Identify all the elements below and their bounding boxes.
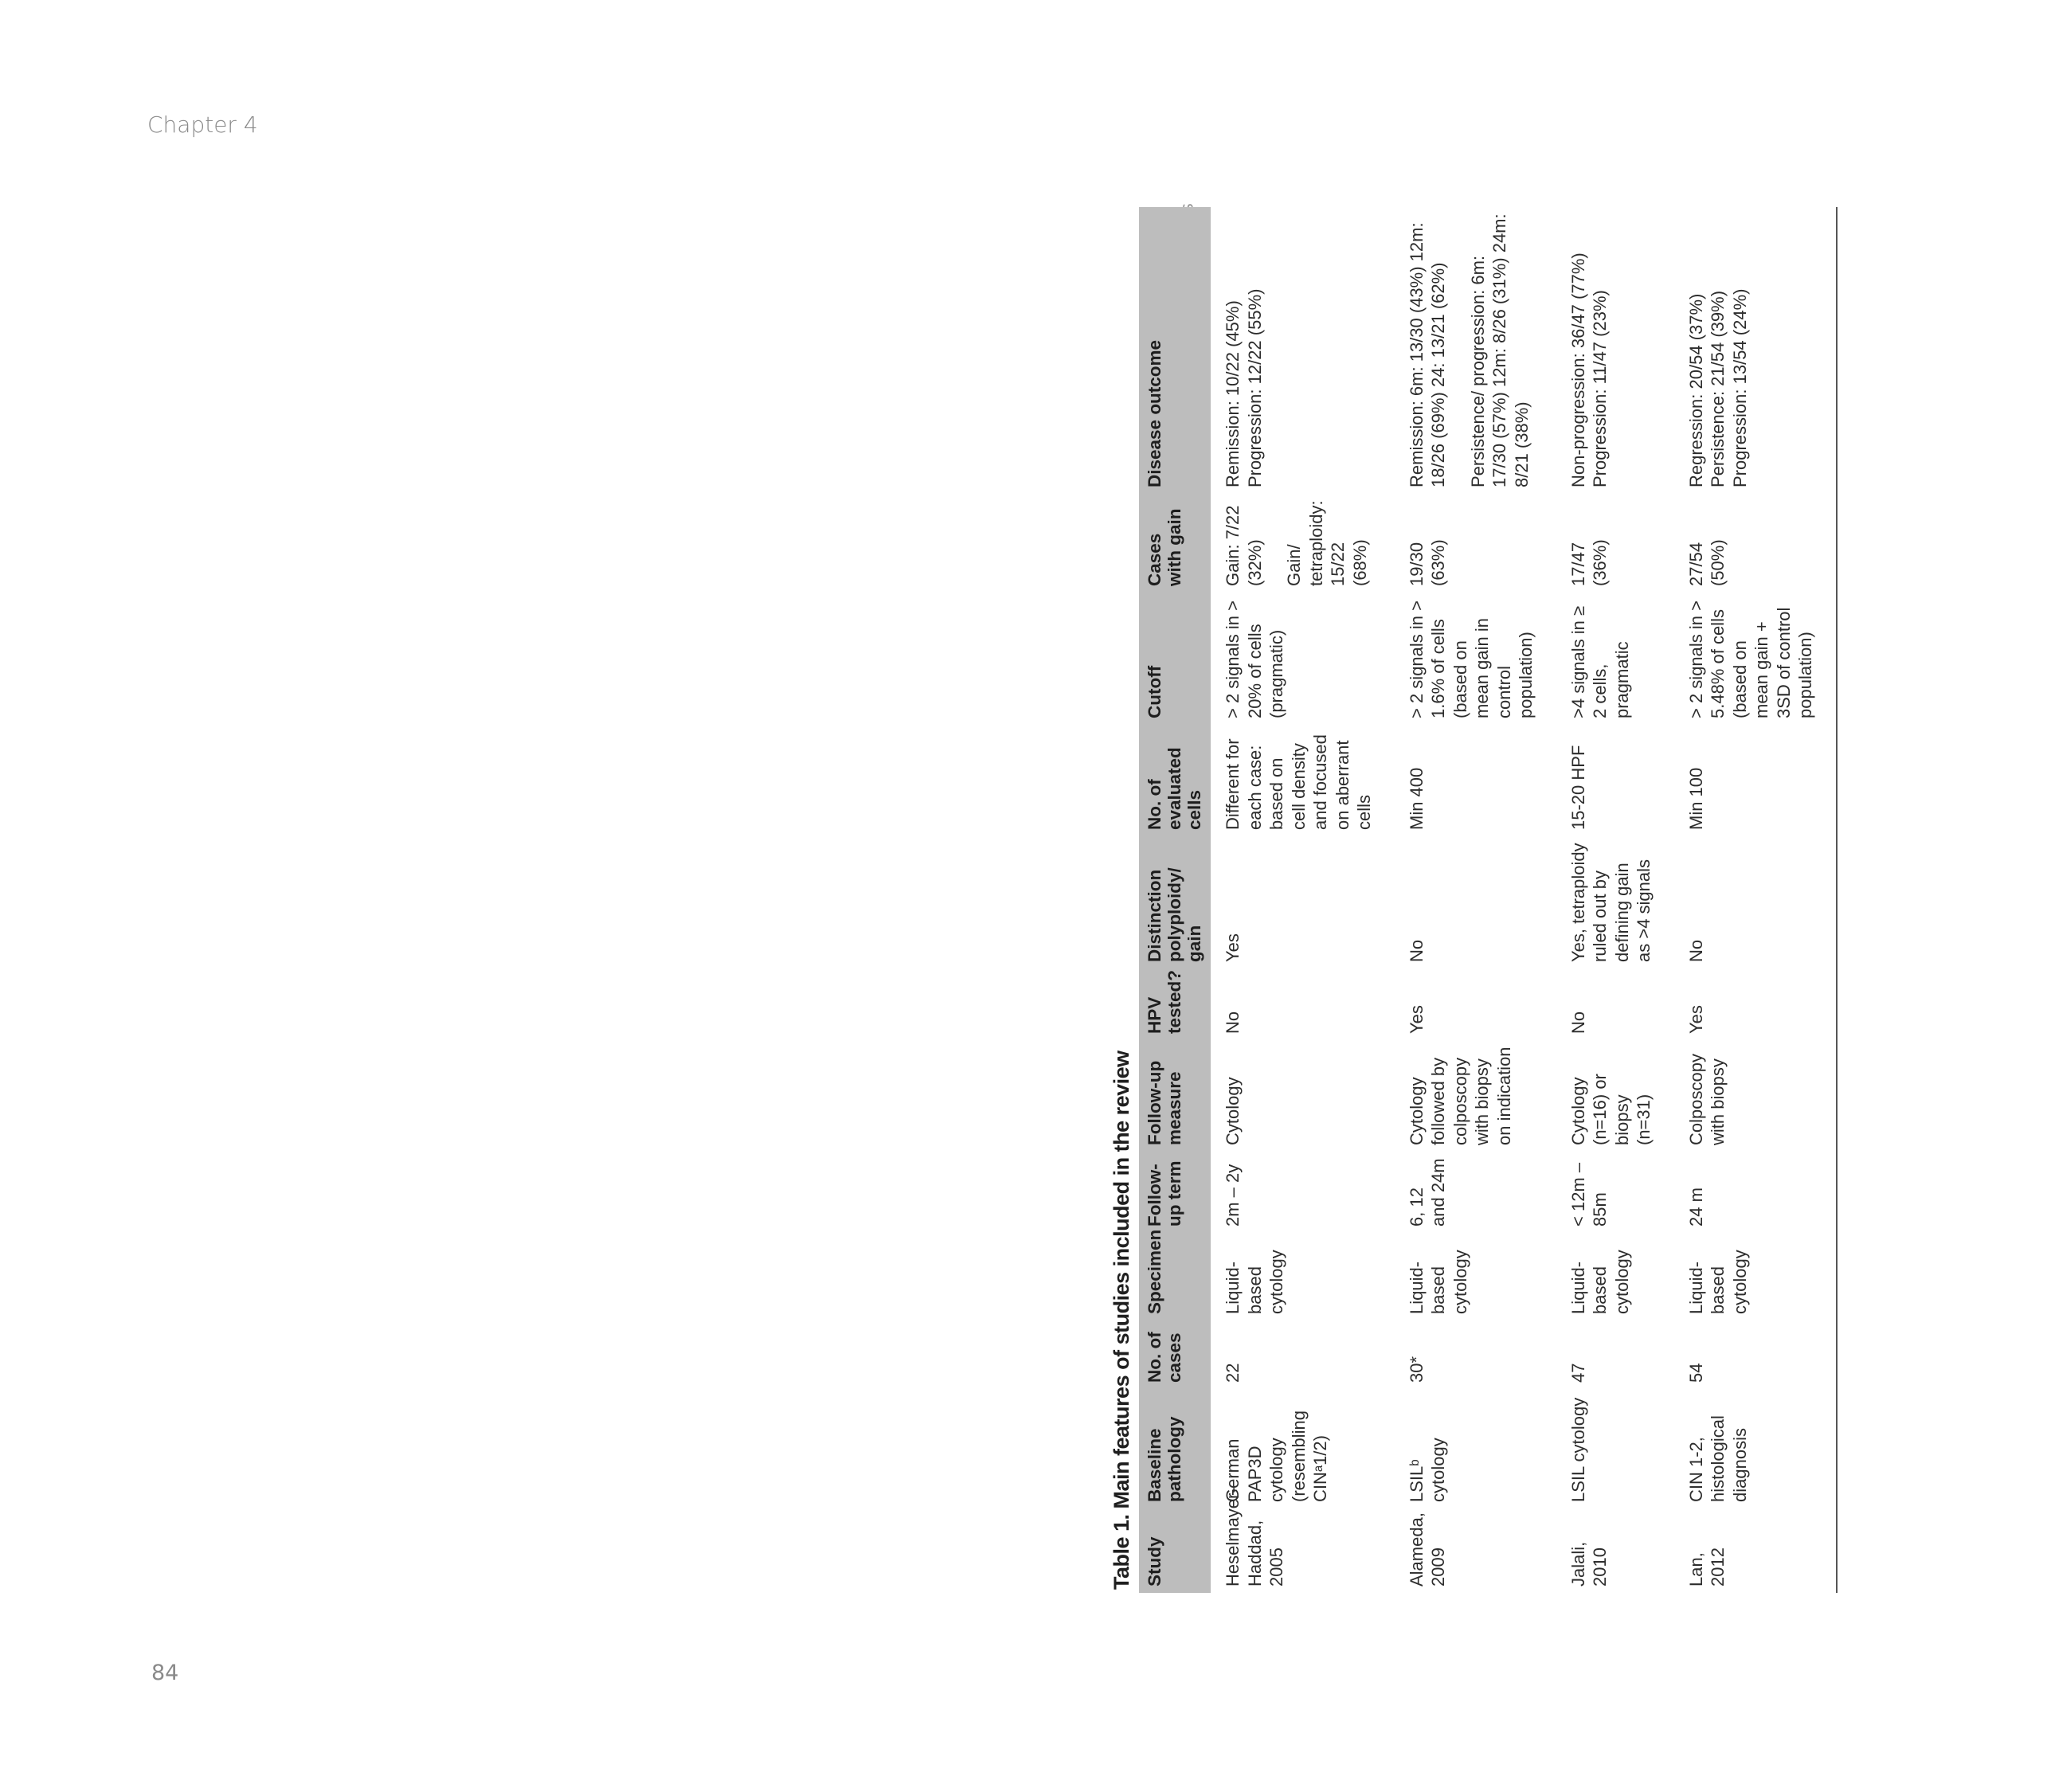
cell-specimen: Liquid-based cytology bbox=[1406, 1250, 1470, 1314]
cell-gain: 19/30 (63%) bbox=[1406, 539, 1449, 586]
cell-specimen: Liquid-based cytology bbox=[1223, 1250, 1287, 1314]
cell-hpv: No bbox=[1223, 1011, 1243, 1034]
running-head: Chapter 4 bbox=[147, 112, 258, 138]
cell-outcome bbox=[1211, 207, 1395, 494]
cell-outcome: Regression: 20/54 (37%) Persistence: 21/54 (39%) Progression: 13/54 (24%) bbox=[1674, 207, 1837, 494]
table-row bbox=[1211, 207, 1395, 1593]
cell-hpv: Yes bbox=[1674, 968, 1837, 1040]
cell-distinction: No bbox=[1406, 939, 1427, 962]
header-cutoff: Cutoff bbox=[1145, 665, 1164, 718]
cell-measure: Colposcopy with biopsy bbox=[1674, 1040, 1837, 1152]
cell-cases: 30* bbox=[1406, 1356, 1427, 1383]
cell-study: Alameda, 2009 bbox=[1406, 1512, 1449, 1587]
table-continues-text: table continues bbox=[1177, 203, 1198, 338]
cell-specimen: Liquid-based cytology bbox=[1568, 1250, 1632, 1314]
header-hpv-tested: HPV tested? bbox=[1145, 969, 1184, 1034]
cell-cases: 47 bbox=[1568, 1363, 1588, 1383]
table-wrapper bbox=[1139, 207, 2015, 1593]
outcome-line-2: Persistence/ progression: 6m: 17/30 (57%) 12m: 8/26 (31%) 24m: 8/21 (38%) bbox=[1467, 213, 1532, 487]
header-no-of-cases: No. of cases bbox=[1145, 1332, 1184, 1383]
cell-baseline: LSILᵇ cytology bbox=[1406, 1438, 1449, 1502]
outcome-line-1: Remission: 6m: 13/30 (43%) 12m: 18/26 (69%) 24: 13/21 (62%) bbox=[1406, 222, 1449, 487]
outcome-line-1: Remission: 10/22 (45%) Progression: 12/22 (55%) bbox=[1223, 288, 1265, 487]
header-specimen: Specimen bbox=[1145, 1229, 1164, 1314]
rotated-table-block bbox=[1107, 207, 2047, 1593]
cell-specimen: Liquid-based cytology bbox=[1674, 1233, 1837, 1321]
cell-baseline: LSIL cytology bbox=[1568, 1397, 1588, 1502]
cell-gain: 17/47 (36%) bbox=[1568, 539, 1611, 586]
cell-study: Lan, 2012 bbox=[1674, 1508, 1837, 1593]
cell-study: Jalali, 2010 bbox=[1568, 1541, 1611, 1587]
outcome-gap bbox=[1450, 212, 1467, 487]
cell-distinction: Yes, tetraploidy ruled out by defining gain as >4 signals bbox=[1568, 843, 1654, 962]
cell-measure: Cytology followed by colposcopy with biopsy on indication bbox=[1406, 1047, 1514, 1145]
header-row bbox=[1139, 207, 1211, 1593]
cell-term: 2m – 2y bbox=[1223, 1164, 1243, 1227]
cell-measure: Cytology bbox=[1223, 1077, 1243, 1145]
cell-cases: 22 bbox=[1223, 1363, 1243, 1383]
header-follow-up-term: Follow-up term bbox=[1145, 1160, 1184, 1227]
header-follow-up-measure: Follow-up measure bbox=[1145, 1060, 1184, 1145]
table-row bbox=[1395, 207, 1556, 1593]
table-row bbox=[1674, 207, 1837, 1593]
page-number: 84 bbox=[151, 1661, 179, 1685]
gain-line-1: Gain: 7/22 (32%) bbox=[1223, 505, 1265, 586]
header-study: Study bbox=[1145, 1536, 1164, 1587]
cell-cells: Min 400 bbox=[1406, 767, 1427, 830]
cell-distinction: No bbox=[1674, 836, 1837, 968]
header-baseline-pathology: Baseline pathology bbox=[1145, 1416, 1184, 1502]
cell-cutoff: > 2 signals in > 1.6% of cells (based on mean gain in control population) bbox=[1406, 601, 1536, 718]
gain-gap bbox=[1266, 499, 1283, 586]
cell-cells: Min 100 bbox=[1674, 725, 1837, 836]
cell-measure: Cytology (n=16) or biopsy (n=31) bbox=[1568, 1074, 1654, 1145]
cell-cutoff: >4 signals in ≥ 2 cells, pragmatic bbox=[1568, 605, 1632, 718]
header-cases-with-gain: Cases with gain bbox=[1145, 508, 1184, 586]
cell-hpv: No bbox=[1568, 1011, 1588, 1034]
cell-gain bbox=[1211, 494, 1395, 593]
cell-term: 6, 12 and 24m bbox=[1406, 1158, 1449, 1227]
cell-term: < 12m – 85m bbox=[1568, 1162, 1611, 1227]
header-distinction: Distinction polyploidy/ gain bbox=[1145, 867, 1204, 962]
cell-cells: 15-20 HPF bbox=[1568, 745, 1588, 830]
cell-outcome bbox=[1395, 207, 1556, 494]
header-evaluated-cells: No. of evaluated cells bbox=[1145, 747, 1204, 830]
gain-line-2: Gain/ tetraploidy: 15/22 (68%) bbox=[1284, 500, 1370, 586]
cell-gain: 27/54 (50%) bbox=[1674, 494, 1837, 593]
header-disease-outcome: Disease outcome bbox=[1145, 339, 1164, 487]
cell-term: 24 m bbox=[1674, 1152, 1837, 1233]
cell-distinction: Yes bbox=[1223, 933, 1243, 962]
cell-cutoff: > 2 signals in > 20% of cells (pragmatic) bbox=[1223, 601, 1287, 718]
cell-baseline: German PAP3D cytology (resembling CINᵃ1/2) bbox=[1223, 1411, 1331, 1502]
cell-study: Heselmayer-Haddad, 2005 bbox=[1223, 1487, 1287, 1587]
cell-cutoff: > 2 signals in > 5.48% of cells (based on mean gain + 3SD of control population) bbox=[1674, 593, 1837, 725]
table-caption: Table 1. Main features of studies included in the review bbox=[1110, 1051, 1133, 1590]
studies-table bbox=[1139, 207, 1838, 1593]
table-row bbox=[1556, 207, 1674, 1593]
cell-outcome: Non-progression: 36/47 (77%) Progression: 11/47 (23%) bbox=[1568, 252, 1611, 487]
cell-hpv: Yes bbox=[1406, 1005, 1427, 1034]
cell-baseline: CIN 1-2, histological diagnosis bbox=[1674, 1389, 1837, 1508]
cell-cases: 54 bbox=[1674, 1321, 1837, 1389]
cell-cells: Different for each case: based on cell density and focused on aberrant cells bbox=[1223, 734, 1375, 830]
